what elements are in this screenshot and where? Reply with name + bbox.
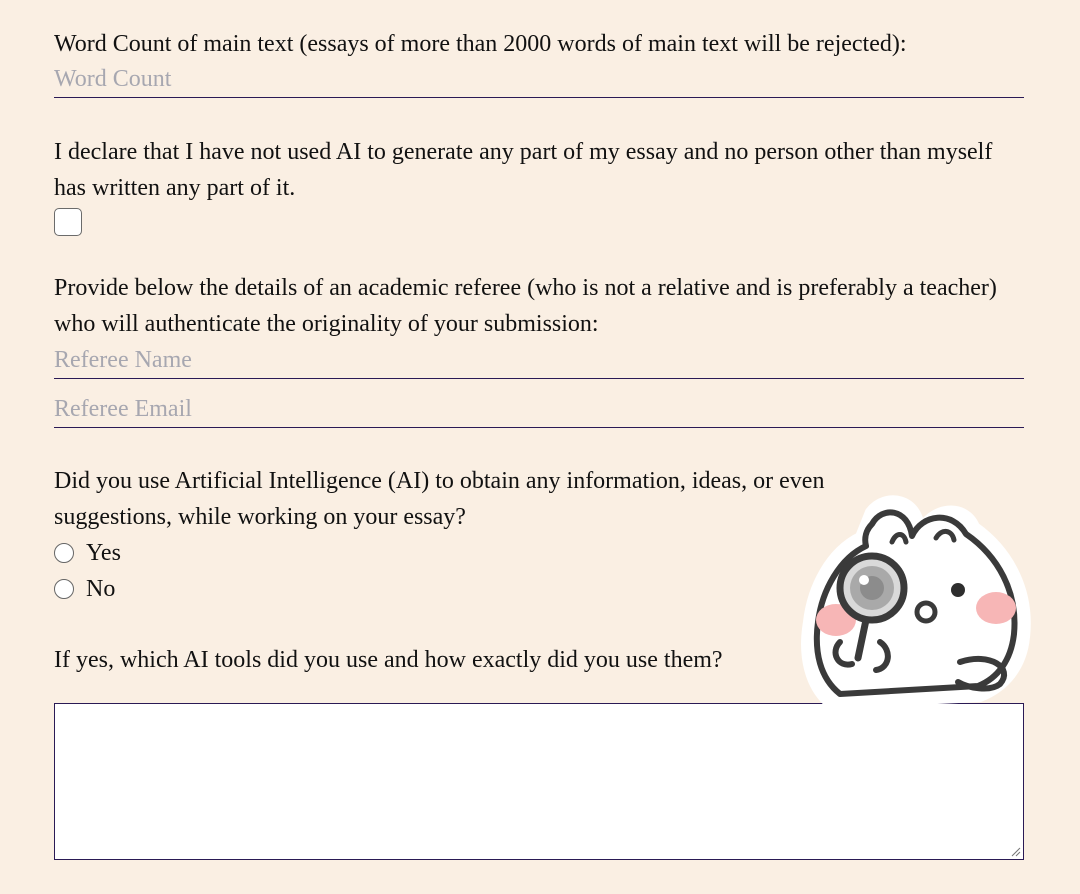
radio-yes[interactable] (54, 543, 74, 563)
ai-usage-question: Did you use Artificial Intelligence (AI) to obtain any information, ideas, or even suggestions, while working on your essay? (54, 468, 825, 530)
word-count-input[interactable] (54, 62, 1024, 98)
referee-email-input[interactable] (54, 392, 1024, 428)
declaration-label: I declare that I have not used AI to generate any part of my essay and no person other than myself has written any part of it. (54, 139, 993, 201)
declaration-checkbox[interactable] (54, 208, 82, 236)
ai-usage-option-yes[interactable] (54, 535, 121, 571)
radio-yes-label: Yes (86, 539, 121, 566)
ai-tools-label: If yes, which AI tools did you use and how exactly did you use them? (54, 647, 723, 673)
ai-usage-option-no[interactable] (54, 571, 115, 607)
word-count-label: Word Count of main text (essays of more than 2000 words of main text will be rejected): (54, 31, 907, 57)
bunny-magnifier-sticker-icon (800, 492, 1032, 706)
referee-name-input[interactable] (54, 343, 1024, 379)
radio-no-label: No (86, 575, 116, 602)
radio-no[interactable] (54, 579, 74, 599)
referee-label: Provide below the details of an academic referee (who is not a relative and is preferably a teacher) who will authenticate the originality of your submission: (54, 275, 997, 337)
ai-tools-textarea[interactable] (54, 703, 1024, 860)
resize-grip-icon[interactable] (1009, 845, 1021, 857)
